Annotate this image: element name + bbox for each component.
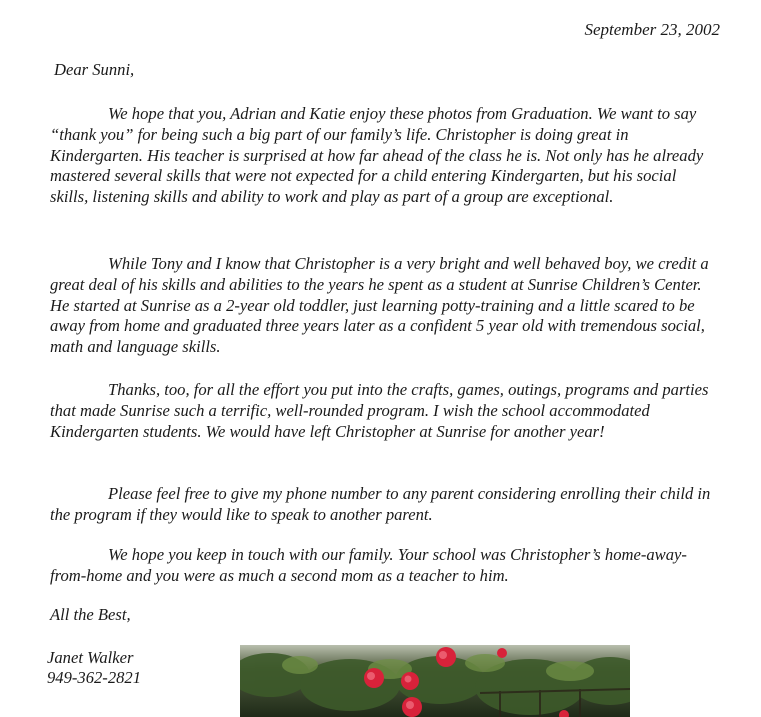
signature-phone: 949-362-2821 [47,668,142,687]
paragraph-program-thanks: Thanks, too, for all the effort you put into the crafts, games, outings, programs and parties that made Sunrise such a terrific, well-rounded program. I wish the school accommodated Kindergarten students. We would have left Christopher at Sunrise for another year! [50,380,709,441]
paragraph-phone-referral: Please feel free to give my phone number to any parent considering enrolling their child in the program if they would like to speak to another parent. [50,484,711,524]
closing: All the Best, [50,605,131,624]
letter-date: September 23, 2002 [584,20,720,39]
salutation: Dear Sunni, [54,60,135,79]
paragraph-keep-in-touch: We hope you keep in touch with our family. Your school was Christopher’s home-away-from-home and you were as much a second mom as a teacher to him. [50,545,687,585]
signature-name: Janet Walker [47,648,134,667]
paragraph-graduation-thanks: We hope that you, Adrian and Katie enjoy these photos from Graduation. We want to say “thank you” for being such a big part of our family’s life. Christopher is doing great in Kindergarten. His teacher is surprised at how far ahead of the class he is. Not only has he already mastered several skills that were not expected for a child entering Kindergarten, but his social skills, listening skills and ability to work and play as part of a group are exceptional. [50,104,704,207]
paragraph-sunrise-credit: While Tony and I know that Christopher is a very bright and well behaved boy, we credit a great deal of his skills and abilities to the years he spent as a student at Sunrise Children’s Center. He started at Sunrise as a 2-year old toddler, just learning potty-training and a little scared to be away from home and graduated three years later as a confident 5 year old with tremendous social, math and language skills. [50,254,709,357]
rose-garden-photo-image [240,645,630,717]
rose-garden-photo [240,645,630,717]
